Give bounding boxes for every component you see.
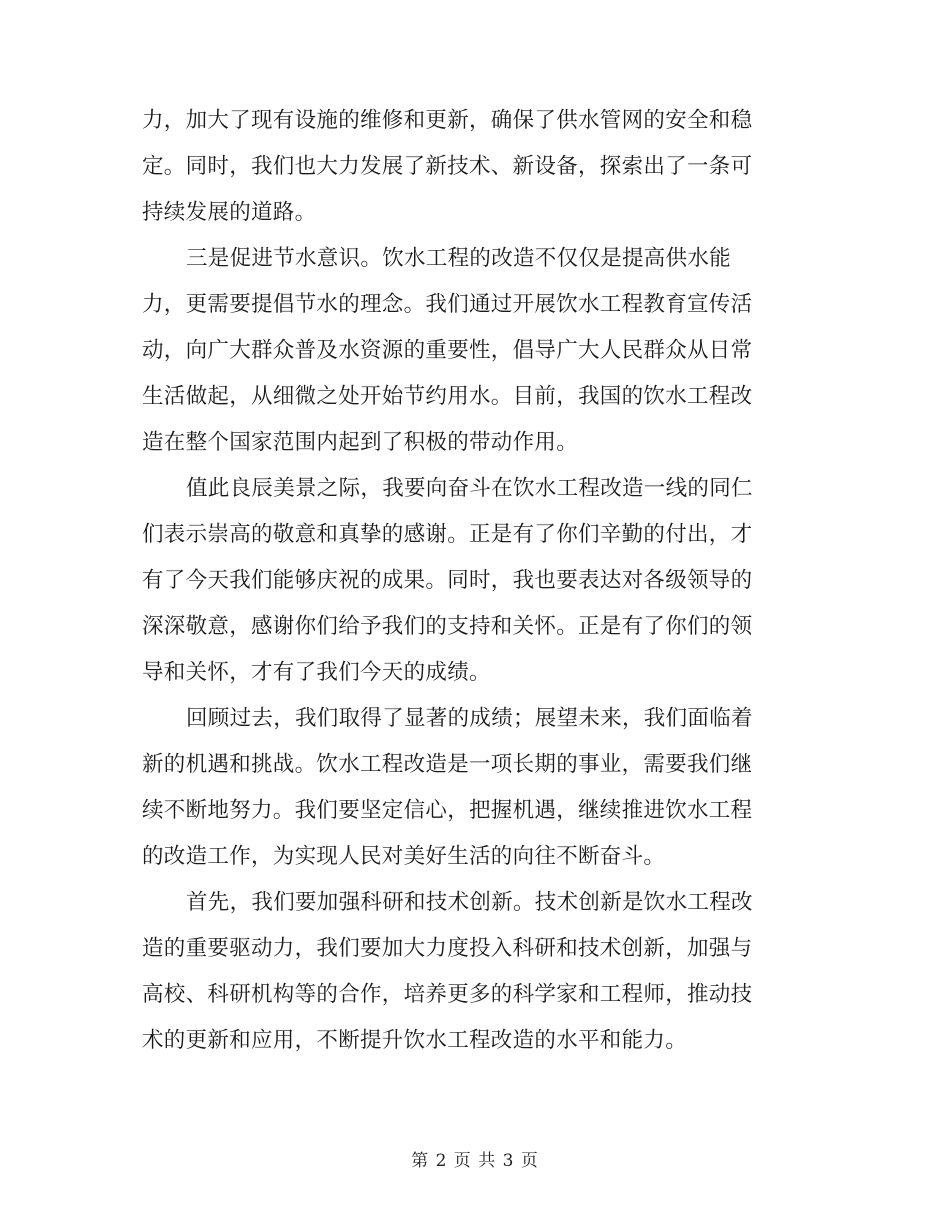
text-line: 术的更新和应用，不断提升饮水工程改造的水平和能力。	[142, 1028, 688, 1053]
text-line: 生活做起，从细微之处开始节约用水。目前，我国的饮水工程改	[142, 384, 753, 409]
paragraph-1	[142, 98, 802, 236]
text-line: 值此良辰美景之际，我要向奋斗在饮水工程改造一线的同仁	[186, 476, 753, 501]
paragraph-4	[142, 696, 802, 880]
text-line: 定。同时，我们也大力发展了新技术、新设备，探索出了一条可	[142, 154, 753, 179]
document-body	[142, 98, 802, 1064]
text-line: 造在整个国家范围内起到了积极的带动作用。	[142, 430, 579, 455]
text-line: 力，更需要提倡节水的理念。我们通过开展饮水工程教育宣传活	[142, 292, 753, 317]
text-line: 深深敬意，感谢你们给予我们的支持和关怀。正是有了你们的领	[142, 614, 753, 639]
text-line: 们表示崇高的敬意和真挚的感谢。正是有了你们辛勤的付出，才	[142, 522, 753, 547]
text-line: 力，加大了现有设施的维修和更新，确保了供水管网的安全和稳	[142, 108, 753, 133]
text-line: 回顾过去，我们取得了显著的成绩；展望未来，我们面临着	[186, 706, 753, 731]
text-line: 造的重要驱动力，我们要加大力度投入科研和技术创新，加强与	[142, 936, 753, 961]
paragraph-3	[142, 466, 802, 696]
text-line: 有了今天我们能够庆祝的成果。同时，我也要表达对各级领导的	[142, 568, 753, 593]
page-number-footer: 第 2 页 共 3 页	[411, 1151, 539, 1171]
paragraph-2	[142, 236, 802, 466]
text-line: 首先，我们要加强科研和技术创新。技术创新是饮水工程改	[186, 890, 753, 915]
text-line: 的改造工作，为实现人民对美好生活的向往不断奋斗。	[142, 844, 666, 869]
text-line: 导和关怀，才有了我们今天的成绩。	[142, 660, 491, 685]
text-line: 续不断地努力。我们要坚定信心，把握机遇，继续推进饮水工程	[142, 798, 753, 823]
text-line: 新的机遇和挑战。饮水工程改造是一项长期的事业，需要我们继	[142, 752, 753, 777]
text-line: 动，向广大群众普及水资源的重要性，倡导广大人民群众从日常	[142, 338, 753, 363]
paragraph-5	[142, 880, 802, 1064]
text-line: 高校、科研机构等的合作，培养更多的科学家和工程师，推动技	[142, 982, 753, 1007]
text-line: 持续发展的道路。	[142, 200, 317, 225]
text-line: 三是促进节水意识。饮水工程的改造不仅仅是提高供水能	[186, 246, 732, 271]
